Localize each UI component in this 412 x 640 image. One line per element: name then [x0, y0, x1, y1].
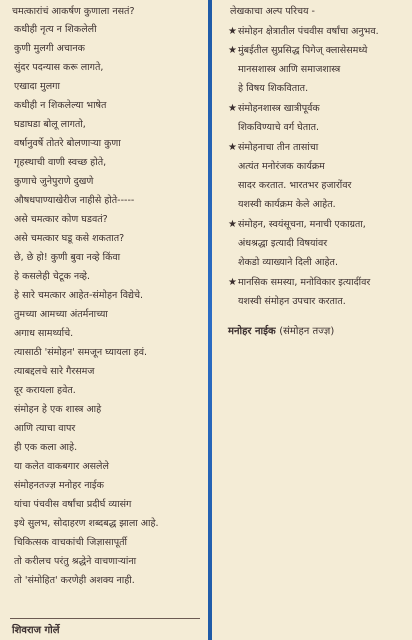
blurb-line: तो 'संमोहित' करणेही अशक्य नाही.	[14, 575, 135, 586]
blurb-line: छे, छे हो! कुणी बुवा नव्हे किंवा	[14, 252, 121, 263]
author-intro-title: लेखकाचा अल्प परिचय -	[230, 6, 315, 17]
blurb-line: गृहस्थाची वाणी स्वच्छ होते,	[14, 157, 107, 168]
blurb-line: असे चमत्कार कोण घडवतं?	[14, 214, 108, 225]
star-icon: ★	[228, 219, 237, 230]
blurb-line: चमत्कारांचं आकर्षण कुणाला नसतं?	[12, 6, 135, 17]
blurb-line: त्याबद्दलचे सारे गैरसमज	[14, 366, 95, 377]
star-icon: ★	[228, 26, 237, 37]
column-divider	[208, 0, 212, 640]
signature-rule	[10, 618, 200, 619]
blurb-line: यांचा पंचवीस वर्षांचा प्रदीर्घ व्यासंग	[14, 499, 132, 510]
blurb-line: इथे सुलभ, सोदाहरण शब्दबद्ध झाला आहे.	[14, 518, 159, 529]
blurb-line: कधीही नृत्य न शिकलेली	[14, 24, 97, 35]
blurb-line: वर्षानुवर्षे तोतरे बोलणाऱ्या कुणा	[14, 138, 121, 149]
blurb-line: संमोहन हे एक शास्त्र आहे	[14, 404, 102, 415]
star-icon: ★	[228, 142, 237, 153]
blurb-line: आणि त्याचा वापर	[14, 423, 76, 434]
blurb-line: त्यासाठी 'संमोहन' समजून घ्यायला हवं.	[14, 347, 148, 358]
blurb-line: या कलेत वाकबगार असलेले	[14, 461, 109, 472]
blurb-line: घडाघडा बोलू लागतो,	[14, 119, 86, 130]
blurb-line: चिकित्सक वाचकांची जिज्ञासापूर्ती	[14, 537, 127, 548]
blurb-line: कुणी मुलगी अचानक	[14, 43, 85, 54]
blurb-line: संमोहनतज्ज्ञ मनोहर नाईक	[14, 480, 104, 491]
blurb-signature: शिवराज गोर्ले	[12, 625, 60, 636]
blurb-line: अगाध सामर्थ्याचे.	[14, 328, 74, 339]
blurb-line: दूर करायला हवेत.	[14, 385, 76, 396]
author-name: मनोहर नाईक	[228, 326, 276, 337]
blurb-line: तो करीलच परंतु श्रद्धेने वाचणाऱ्यांना	[14, 556, 137, 567]
author-column: लेखकाचा अल्प परिचय - ★ संमोहन क्षेत्रातील पंचवीस वर्षांचा अनुभव. ★ मुंबईतील सुप्रसिद्ध पिगेज् क्लासेसमध्ये मानसशास्त्र आणि समाजशास्त्र हे विषय शिकवितात. ★ संमोहनशास्त्र खात्रीपूर्वक शिकविण्याचे वर्ग घेतात. ★ संमोहनाचा तीन तासांचा अत्यंत मनोरंजक कार्यक्रम सादर करतात. भारतभर हजारोंवर यशस्वी कार्यक्रम केले आहेत. ★ संमोहन, स्वयंसूचना, मनाची एकाग्रता, अंधश्रद्धा इत्यादी विषयांवर शेकडो व्याख्याने दिली आहेत. ★ मानसिक समस्या, मनोविकार इत्यादींवर यशस्वी संमोहन उपचार करतात. मनोहर नाईक (संमोहन तज्ज्ञ)	[216, 0, 412, 640]
blurb-line: हे कसलेही चेटूक नव्हे.	[14, 271, 90, 282]
blurb-column	[0, 0, 205, 640]
blurb-line: एखादा मुलगा	[14, 81, 60, 92]
blurb-line: ही एक कला आहे.	[14, 442, 78, 453]
star-icon: ★	[228, 103, 237, 114]
blurb-line: तुमच्या आमच्या अंतर्मनाच्या	[14, 309, 108, 320]
star-icon: ★	[228, 45, 237, 56]
blurb-line: सुंदर पदन्यास करू लागते,	[14, 62, 104, 73]
blurb-line: कुणाचे जुनेपुराणे दुखणे	[14, 176, 94, 187]
blurb-line: हे सारे चमत्कार आहेत-संमोहन विद्येचे.	[14, 290, 144, 301]
blurb-line: कधीही न शिकलेल्या भाषेत	[14, 100, 107, 111]
author-photo	[216, 342, 412, 640]
star-icon: ★	[228, 277, 237, 288]
blurb-line: असे चमत्कार घडू कसे शकतात?	[14, 233, 125, 244]
author-title: (संमोहन तज्ज्ञ)	[279, 326, 335, 337]
blurb-line: औषधपाण्याखेरीज नाहीसे होते-----	[14, 195, 135, 206]
author-credit	[228, 323, 334, 337]
